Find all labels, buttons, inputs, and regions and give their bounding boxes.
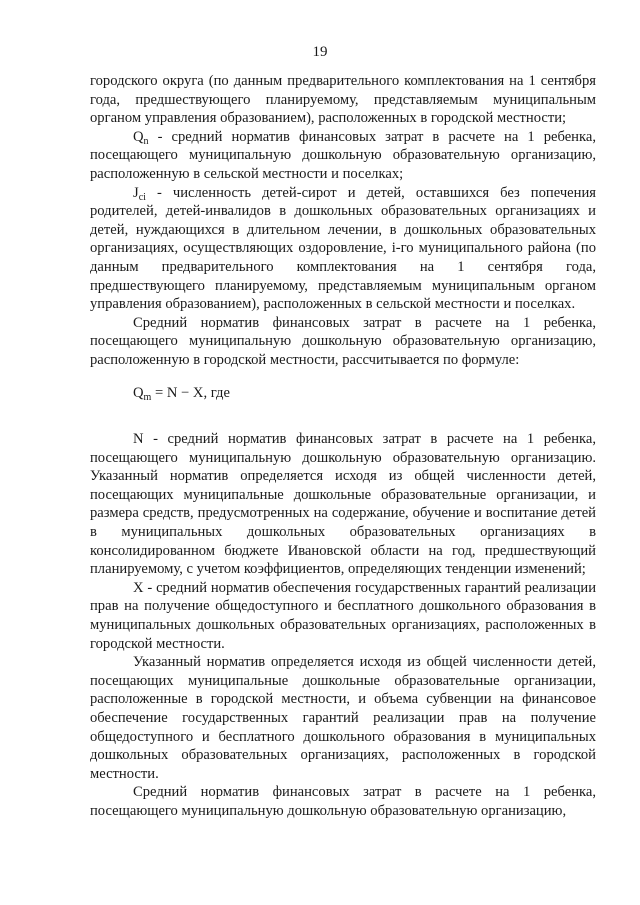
symbol-jci: $J_{ci}$ — [133, 184, 146, 203]
page-number: 19 — [312, 44, 328, 60]
paragraph-formula-intro: Средний норматив финансовых затрат в расчете на 1 ребенка, посещающего муниципальную дошкольную образовательную организацию, расположенную в городской местности, рассчитывается по формуле: — [90, 314, 596, 368]
definition-x: X - средний норматив обеспечения государственных гарантий реализации прав на получение общедоступного и бесплатного дошкольного образования в муниципальных дошкольных образовательных организациях, расположенных в городской местности. — [90, 579, 596, 652]
formula: $Q_m = N - X$, где — [133, 384, 230, 403]
symbol-qn: $Q_n$ — [133, 128, 149, 147]
definition-jci: $J_{ci}$ - численность детей-сирот и детей, оставшихся без попечения родителей, детей-инвалидов в дошкольных образовательных организациях и детей, нуждающихся в длительном лечении, в дошкольных образовательных организациях, осуществляющих оздоровление, i-го муниципального района (по данным предварительного комплектования на 1 сентября года, предшествующего планируемому, представляемым муниципальным органом управления образованием), расположенных в сельской местности и поселках. — [90, 184, 596, 313]
paragraph-continuation: городского округа (по данным предварительного комплектования на 1 сентября года, предшествующего планируемому, представляемым муниципальным органом управления образованием), расположенных в городской местности; — [90, 73, 596, 127]
definition-qn: $Q_n$ - средний норматив финансовых затрат в расчете на 1 ребенка, посещающего муниципальную дошкольную образовательную организацию, расположенную в сельской местности и поселках; — [90, 128, 596, 182]
paragraph-last: Средний норматив финансовых затрат в расчете на 1 ребенка, посещающего муниципальную дошкольную образовательную организацию, — [90, 784, 596, 819]
definition-n: N - средний норматив финансовых затрат в расчете на 1 ребенка, посещающего муниципальную дошкольную образовательную организацию. Указанный норматив определяется исходя из общей численности детей, посещающих муниципальные дошкольные образовательные организации, и размера средств, предусмотренных на содержание, обучение и воспитание детей в муниципальных дошкольных образовательных организациях в консолидированном бюджете Ивановской области на год, предшествующий планируемому, с учетом коэффициентов, определяющих тенденции изменений; — [90, 431, 596, 578]
paragraph-x-details: Указанный норматив определяется исходя из общей численности детей, посещающих муниципальные дошкольные образовательные организации, расположенные в городской местности, и объема субвенции на финансовое обеспечение государственных гарантий реализации прав на получение общедоступного и бесплатного дошкольного образования в муниципальных дошкольных образовательных организациях, расположенных в городской местности. — [90, 654, 596, 782]
document-body — [90, 72, 596, 821]
